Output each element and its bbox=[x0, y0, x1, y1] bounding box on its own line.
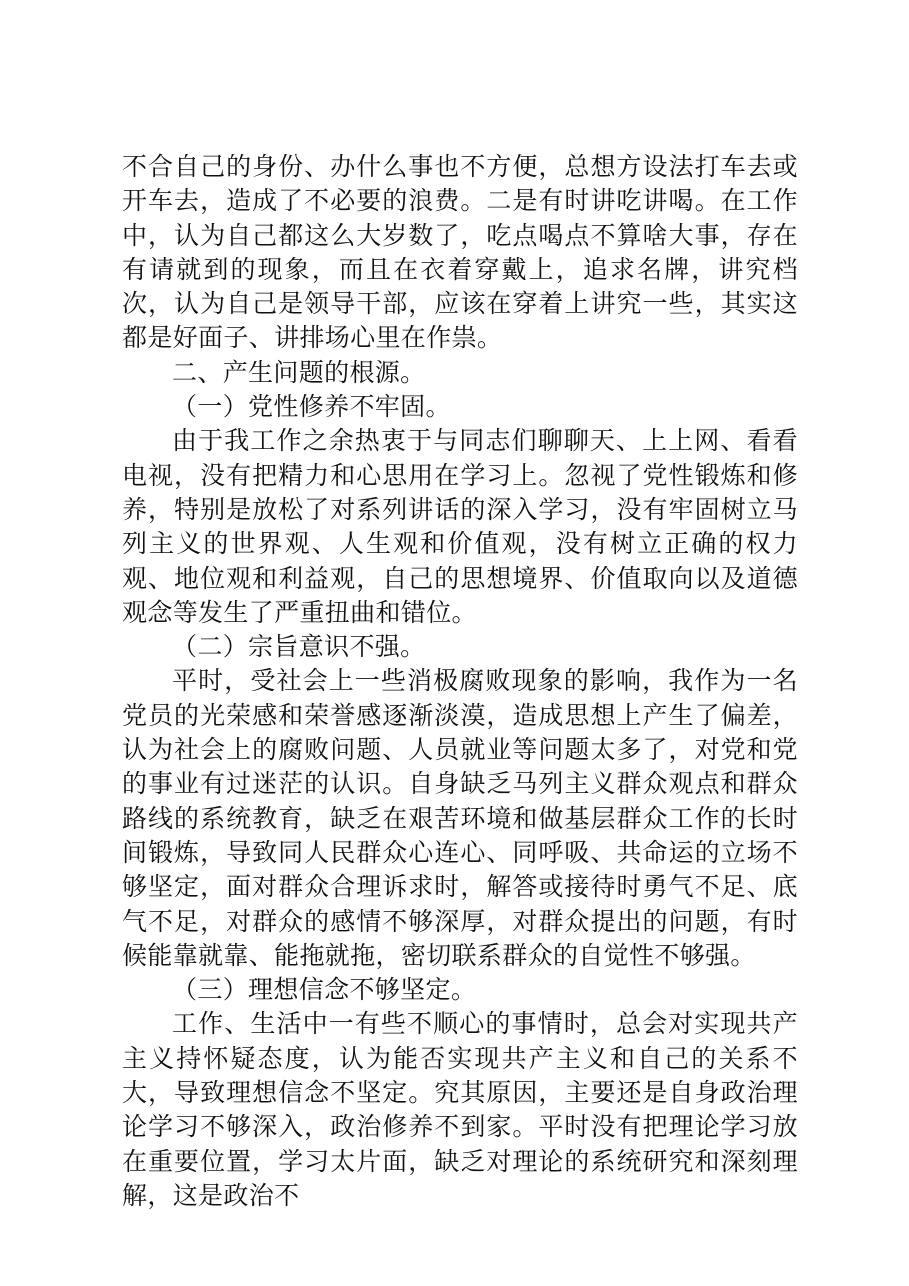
paragraph-continued: 不合自己的身份、办什么事也不方便，总想方设法打车去或开车去，造成了不必要的浪费。二是有时讲吃讲喝。在工作中，认为自己都这么大岁数了，吃点喝点不算啥大事，存在有请就到的现象，而且在衣着穿戴上，追求名牌，讲究档次，认为自己是领导干部，应该在穿着上讲究一些，其实这都是好面子、讲排场心里在作祟。 bbox=[122, 152, 798, 353]
document-body bbox=[122, 150, 798, 1213]
subsection-heading-2: （二）宗旨意识不强。 bbox=[172, 632, 426, 662]
subsection-heading-3: （三）理想信念不够坚定。 bbox=[172, 975, 477, 1005]
paragraph-ideals-beliefs: 工作、生活中一有些不顺心的事情时，总会对实现共产主义持怀疑态度，认为能否实现共产主义和自己的关系不大，导致理想信念不坚定。究其原因，主要还是自身政治理论学习不够深入，政治修养不到家。平时没有把理论学习放在重要位置，学习太片面，缺乏对理论的系统研究和深刻理解，这是政治不 bbox=[122, 1009, 798, 1210]
section-heading: 二、产生问题的根源。 bbox=[172, 357, 426, 387]
paragraph-party-spirit: 由于我工作之余热衷于与同志们聊聊天、上上网、看看电视，没有把精力和心思用在学习上。忽视了党性锻炼和修养，特别是放松了对系列讲话的深入学习，没有牢固树立马列主义的世界观、人生观和价值观，没有树立正确的权力观、地位观和利益观，自己的思想境界、价值取向以及道德观念等发生了严重扭曲和错位。 bbox=[122, 426, 798, 627]
subsection-heading-1: （一）党性修养不牢固。 bbox=[172, 392, 451, 422]
paragraph-purpose-awareness: 平时，受社会上一些消极腐败现象的影响，我作为一名党员的光荣感和荣誉感逐渐淡漠，造成思想上产生了偏差，认为社会上的腐败问题、人员就业等问题太多了，对党和党的事业有过迷茫的认识。自身缺乏马列主义群众观点和群众路线的系统教育，缺乏在艰苦环境和做基层群众工作的长时间锻炼，导致同人民群众心连心、同呼吸、共命运的立场不够坚定，面对群众合理诉求时，解答或接待时勇气不足、底气不足，对群众的感情不够深厚，对群众提出的问题，有时候能靠就靠、能拖就拖，密切联系群众的自觉性不够强。 bbox=[122, 666, 798, 970]
